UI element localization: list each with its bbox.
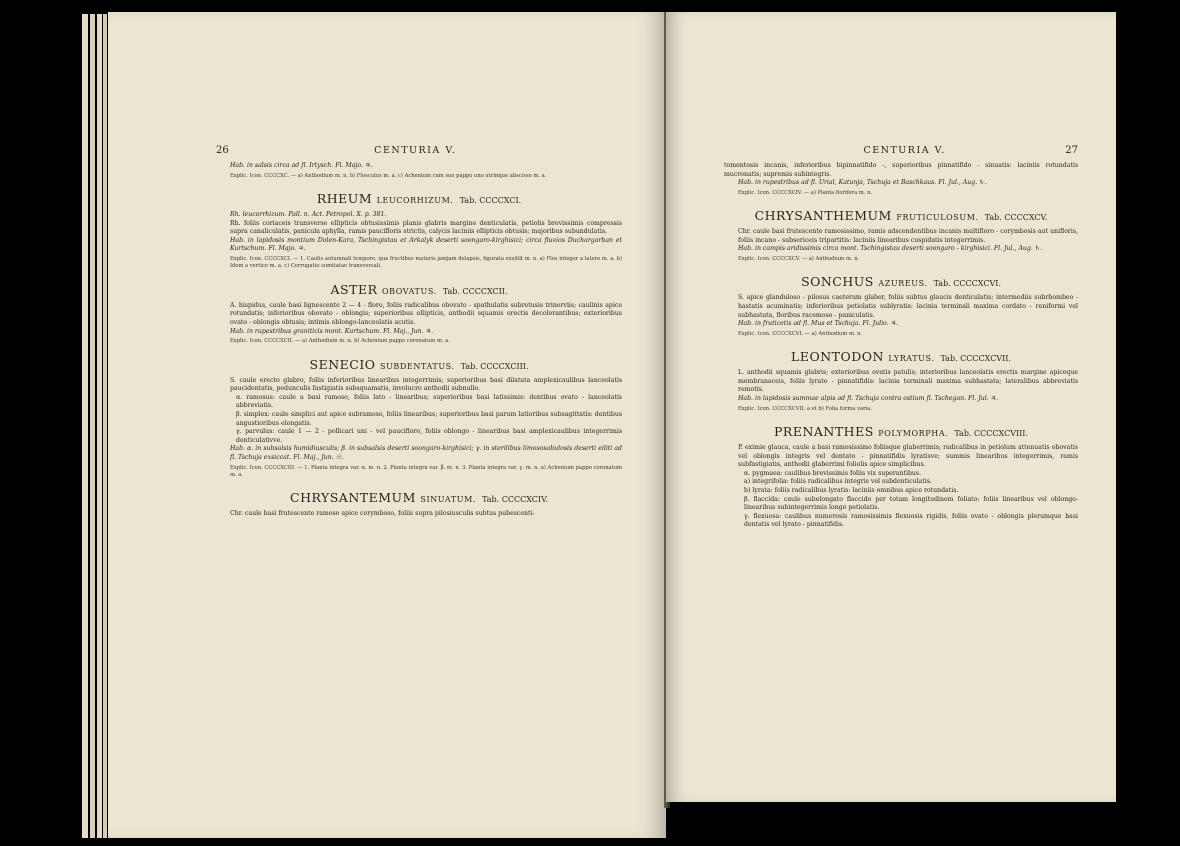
description-paragraph: b) lyrata: foliis radicalibus lyratis: laciniis omnibus apice rotundatis. <box>744 486 959 494</box>
genus-name: PRENANTHES <box>774 423 874 439</box>
description-paragraph: A. hispidus, caule basi lignescente 2 — 4 - floro, foliis radicalibus obovato - spathulatis subretusis trinerviis; caulinis apice rotundatis; inferioribus obovato - oblongis; superioribus ellipticis, anthodii squamis erectis decolorantibus; exterioribus ovato - oblongis obtusis; intimis oblongo-lanceolatis acutis. <box>230 301 622 326</box>
species-heading <box>724 425 1078 441</box>
description-paragraph: Chr. caule basi frutescente ramoso apice corymboso, foliis supra pilosiusculis subtus pubescenti- <box>230 510 535 518</box>
plate-explanation: Explic. Icon. CCCCXC. — a) Anthodium m. n. b) Flosculus m. a. c) Achenium cum suo pappo uno utrinque abscisso m. a. <box>230 172 547 179</box>
description-paragraph: γ. parvulus: caule 1 — 2 - pollicari uni - vel paucifloro, foliis oblongo - linearibus basi amplexicaulibus integerrimis denticulativve. <box>236 428 622 444</box>
species-epithet: FRUTICULOSUM. <box>896 213 979 223</box>
plate-explanation: Explic. Icon. CCCCXCIII. — 1. Planta integra var. α. m. n. 2. Planta integra var. β. m. n. 3. Planta integra var. γ. m. n. a) Achenium pappo coronatum m. a. <box>230 464 622 478</box>
plate-number: Tab. CCCCXCI. <box>459 196 522 205</box>
description-paragraph: Rh. foliis coriaceis transverse ellipticis obtusissimis planis glabris margine denticulatis, petiolis brevissimis compressis supra canaliculatis, panicula aphylla, ramis paucifloris strictis, calycis laciniis ellipticis obtusis; majoribus subundulatis. <box>230 219 622 236</box>
right-page-header <box>724 145 1078 156</box>
species-epithet: POLYMORPHA. <box>878 428 949 438</box>
page-edges <box>97 14 102 838</box>
genus-name: SONCHUS <box>801 274 874 290</box>
plate-explanation: Explic. Icon. CCCCXCII. — a) Anthodium m. n. b) Achenium pappo coronatum m. a. <box>230 338 450 345</box>
plate-explanation: Explic. Icon. CCCCXCVII. a et b) Folia forma varia. <box>738 405 872 412</box>
page-edges <box>82 14 88 838</box>
species-heading <box>216 192 622 208</box>
description-paragraph: P. eximie glauca, caule a basi ramosissimo foliisque glaberrimis; radicalibus in petiolum attenuatis obovatis vel oblongis integris vel dentato - pinnatifidis lyratisve; summis linearibus integerrimis, ramis subfastigiatis, anthodii glaberrimi foliolis apice simplicibus. <box>738 443 1078 469</box>
plate-number: Tab. CCCCXCIII. <box>460 361 529 371</box>
description-paragraph: S. apice glanduloso - pilosus caeterum glaber, foliis subtus glaucis denticulatis; intermediis subrhombeo - hastatis acuminatis; inferioribus petiolatis sublyratis: lacinia terminali maxima cordato - reniformi vel subhastata, floribus racemoso - paniculatis. <box>738 294 1078 319</box>
left-page-text <box>216 162 622 519</box>
habitat-note: Hab. in campis aridissimis circa mont. Tschingistau deserti soongaro - kirghisici. Fl. Jul., Aug. ♄. <box>738 245 1043 253</box>
species-epithet: SUBDENTATUS. <box>379 361 455 371</box>
description-paragraph: β. flaccida: caule subelongato flaccido per totam longitudinem foliato: foliis linearibus vel oblongo-linearibus subintegerrimis longe petiolatis. <box>744 495 1078 512</box>
species-epithet: OBOVATUS. <box>381 286 437 296</box>
description-paragraph: β. simplex: caule simplici aut apice subramoso, foliis linearibus; superioribus basi parum latioribus subsagittatis: dentibus angustioribus elongatis. <box>236 410 622 427</box>
species-epithet: AZUREUS. <box>878 279 928 289</box>
species-heading <box>216 283 622 299</box>
species-epithet: LYRATUS. <box>888 354 935 364</box>
genus-name: LEONTODON <box>791 349 884 365</box>
open-book <box>64 12 1116 838</box>
habitat-note: Hab. in fruticetis ad fl. Mus et Tschuja. Fl. Julio. ♃. <box>738 320 899 328</box>
description-paragraph: tomentosis incanis, inferioribus bipinnatifido -, superioribus pinnatifido - sinuatis: laciniis rotundatis mucronatis; supremis subintegris. <box>724 162 1078 178</box>
page-edges <box>90 14 95 838</box>
plate-explanation: Explic. Icon. CCCCXCVI. — a) Anthodium m. n. <box>738 330 863 337</box>
left-page-header <box>216 145 622 156</box>
description-paragraph: S. caule erecto glabro, foliis inferioribus linearibus integerrimis; superioribus basi dilatata amplexicaulibus lanceolatis paucidentatis, pedunculis fastigiatis subsquamatis, involucro anthodii subnullo. <box>230 376 622 393</box>
description-paragraph: α. pygmaea: caulibus brevissimis foliis vix superantibus. <box>744 469 922 477</box>
plate-explanation: Explic. Icon. CCCCXCV. — a) Anthodium m. n. <box>738 255 860 262</box>
plate-number: Tab. CCCCXCVII. <box>940 354 1011 364</box>
habitat-note: Hab. α. in subsalsis humidiusculis; β. in subsalsis deserti soongaro-kirghisici; γ. in sterilibus limososabulosis deserti eiliti ad fl. Tschuja exsiccat. Fl. Maj., Jun. ☉. <box>230 445 622 461</box>
species-heading <box>724 275 1078 291</box>
species-heading <box>724 209 1078 225</box>
plate-number: Tab. CCCCXCII. <box>442 286 508 296</box>
plate-explanation: Explic. Icon. CCCCXCI. — 1. Caulis autumnali tempore, qua fructibus maturis jamjam delapsis, figurata exsiliit m. n. a) Flos integer a latere m. a. b) Idem a vertice m. a. c) Corrugatio sumitatae transversali. <box>230 255 622 270</box>
habitat-note: Hab. in salsis circa ad fl. Irtysch. Fl. Majo. ♃. <box>230 162 373 169</box>
genus-name: RHEUM <box>316 191 373 206</box>
species-heading <box>216 491 622 507</box>
habitat-note: Rh. leucorrhizum. Pall. n. Act. Petropol. X. p. 381. <box>230 211 387 218</box>
plate-number: Tab. CCCCXCVI. <box>933 279 1001 289</box>
description-paragraph: Chr. caule basi frutescente ramosissimo, ramis adscendentibus incanis multifloro - corymbosis aut unifloris, foliis incano - subsericeis tripartitis: laciniis linearibus cuspidatis integerrimis. <box>738 228 1078 244</box>
habitat-note: Hab. in lapidosis summae alpis ad fl. Tschuja contra ostium fl. Tschegan. Fl. Jul. ♃. <box>738 394 999 402</box>
species-epithet: SINUATUM. <box>420 495 477 505</box>
species-heading <box>216 358 622 374</box>
plate-number: Tab. CCCCXCVIII. <box>954 428 1028 438</box>
genus-name: ASTER <box>330 281 378 297</box>
plate-number: Tab. CCCCXCV. <box>984 213 1048 223</box>
right-page-text <box>724 162 1078 530</box>
plate-number: Tab. CCCCXCIV. <box>482 495 548 505</box>
genus-name: CHRYSANTHEMUM <box>754 208 892 224</box>
description-paragraph: L. anthodii squamis glabris; exterioribus ovatis patulis; interioribus lanceolatis erectis margine apiceque membranaceis, foliis lyrato - pinnatifidis: lacinia terminali maxima subhastata; lateralibus abbreviatis remotis. <box>738 369 1078 394</box>
description-paragraph: γ. flexuosa: caulibus numerosis ramosissimis flexuosis rigidis, foliis ovato - oblongis plerumque basi dentatis vel lyrato - pinnatifidis. <box>744 512 1078 529</box>
page-number: 26 <box>216 145 229 156</box>
running-head: CENTURIA V. <box>374 145 457 156</box>
page-edges <box>103 14 107 838</box>
genus-name: CHRYSANTEMUM <box>290 490 416 506</box>
species-heading <box>724 350 1078 366</box>
left-page <box>108 12 666 838</box>
genus-name: SENECIO <box>309 356 376 372</box>
description-paragraph: a) integrifolia: foliis radicalibus integris vel subdenticulatis. <box>744 478 932 486</box>
habitat-note: Hab. in lapidosis montium Dolen-Kara, Tschingistau et Arkalyk deserti soongaro-kirghisici; circa fluvios Duchargarban et Kurtschum. Fl. Majo. ♃. <box>230 236 622 253</box>
species-epithet: LEUCORHIZUM. <box>376 196 454 205</box>
page-number: 27 <box>1065 145 1078 156</box>
habitat-note: Hab. in rupestribus graniticis mont. Kurtschum. Fl. Maj., Jun. ♃. <box>230 327 434 335</box>
right-page <box>666 12 1116 802</box>
plate-explanation: Explic. Icon. CCCCXCIV. — a) Planta florifera m. n. <box>738 189 873 196</box>
running-head: CENTURIA V. <box>863 145 946 156</box>
habitat-note: Hab. in rupestribus ad fl. Urial, Katunja, Tschuja et Baschkaus. Fl. Jul., Aug. ♄. <box>738 179 987 187</box>
description-paragraph: α. ramosus: caule a basi ramoso, foliis lato - linearibus; superioribus basi latissimis: dentibus ovato - lanceolatis abbreviatis. <box>236 393 622 410</box>
